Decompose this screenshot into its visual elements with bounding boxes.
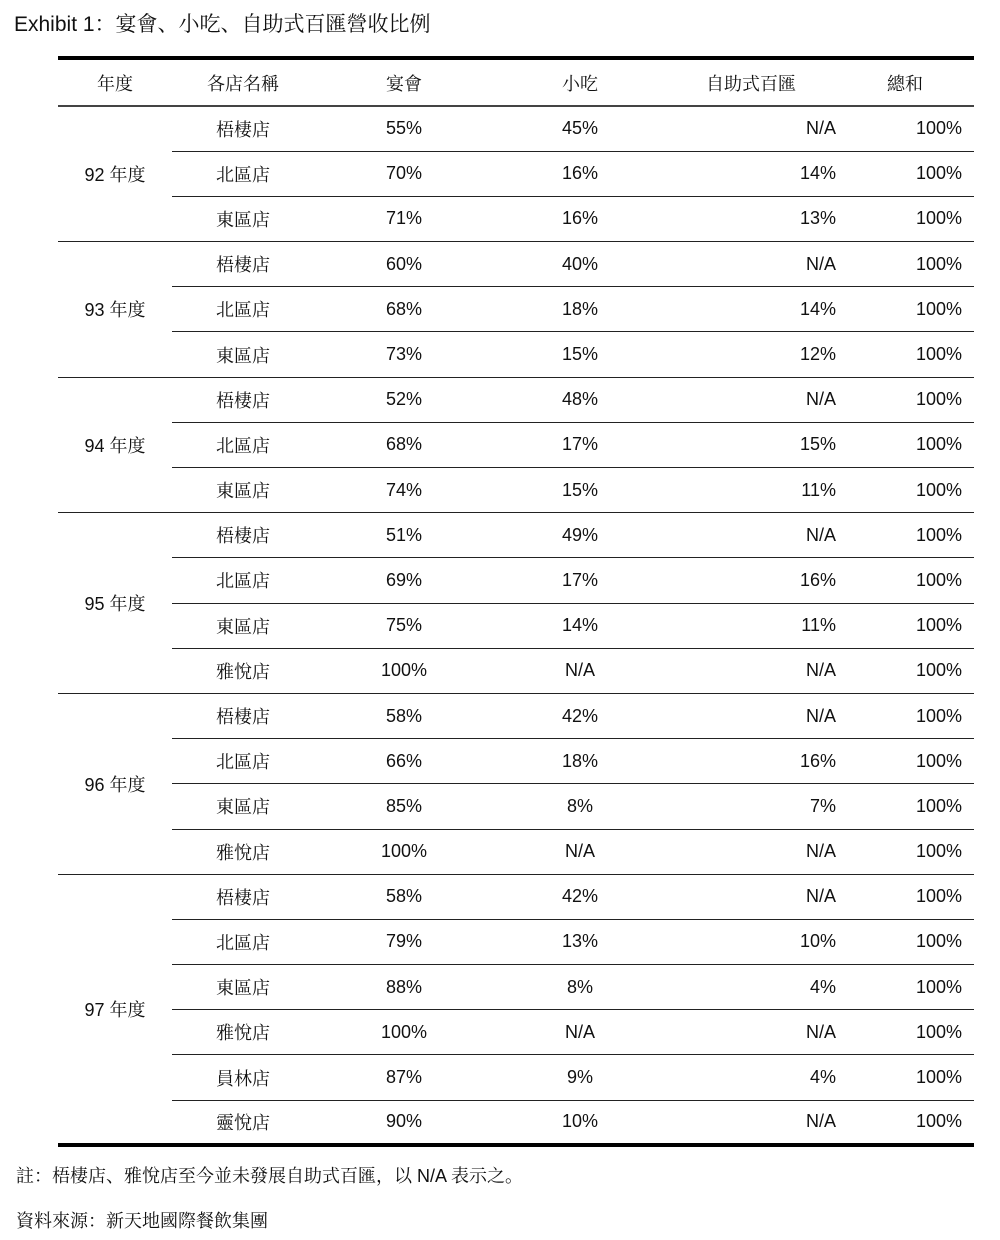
table-row bbox=[58, 513, 974, 558]
store-name: 北區店 bbox=[172, 919, 314, 964]
buffet-cell bbox=[666, 513, 836, 558]
table-row bbox=[58, 874, 974, 919]
snack-cell: 45% bbox=[561, 118, 599, 139]
store-name: 梧棲店 bbox=[172, 513, 314, 558]
header-row bbox=[58, 58, 974, 106]
banquet-cell: 87% bbox=[314, 1055, 494, 1100]
snack-cell: 8% bbox=[494, 965, 666, 1010]
snack-cell: 17% bbox=[494, 422, 666, 467]
buffet-cell bbox=[666, 784, 836, 829]
snack-cell: 49% bbox=[494, 513, 666, 558]
table-row bbox=[58, 151, 974, 196]
store-name: 梧棲店 bbox=[172, 377, 314, 422]
header-store: 各店名稱 bbox=[172, 58, 314, 106]
total-cell: 100% bbox=[836, 874, 974, 919]
store-name: 雅悅店 bbox=[172, 648, 314, 693]
buffet-value: 4% bbox=[809, 976, 836, 997]
buffet-value: N/A bbox=[805, 118, 836, 139]
header-year: 年度 bbox=[58, 58, 172, 106]
store-name: 東區店 bbox=[172, 332, 314, 377]
buffet-cell bbox=[666, 1010, 836, 1055]
store-name: 北區店 bbox=[172, 287, 314, 332]
buffet-cell bbox=[666, 648, 836, 693]
buffet-cell bbox=[666, 965, 836, 1010]
table-row bbox=[58, 784, 974, 829]
store-name: 北區店 bbox=[172, 739, 314, 784]
buffet-value: 11% bbox=[801, 615, 836, 636]
buffet-value: N/A bbox=[805, 1111, 836, 1132]
total-cell: 100% bbox=[836, 513, 974, 558]
store-name: 雅悅店 bbox=[172, 829, 314, 874]
total-cell: 100% bbox=[836, 242, 974, 287]
table-row bbox=[58, 422, 974, 467]
buffet-cell bbox=[666, 603, 836, 648]
banquet-cell: 79% bbox=[314, 919, 494, 964]
store-name: 雅悅店 bbox=[172, 1010, 314, 1055]
exhibit-title: Exhibit 1：宴會、小吃、自助式百匯營收比例 bbox=[14, 13, 431, 36]
snack-cell: 42% bbox=[494, 693, 666, 738]
total-cell: 100% bbox=[836, 558, 974, 603]
snack-cell: N/A bbox=[494, 648, 666, 693]
snack-cell: 15% bbox=[494, 332, 666, 377]
snack-cell: 9% bbox=[494, 1055, 666, 1100]
total-cell: 100% bbox=[836, 377, 974, 422]
table-row bbox=[58, 106, 974, 151]
buffet-value: N/A bbox=[805, 253, 836, 274]
footnote: 註：梧棲店、雅悅店至今並未發展自助式百匯，以 N/A 表示之。 bbox=[16, 1166, 524, 1186]
buffet-value: N/A bbox=[805, 660, 836, 681]
banquet-cell: 66% bbox=[314, 739, 494, 784]
store-name: 梧棲店 bbox=[172, 693, 314, 738]
total-cell: 100% bbox=[836, 603, 974, 648]
revenue-ratio-table bbox=[58, 56, 974, 1147]
store-name: 北區店 bbox=[172, 151, 314, 196]
buffet-value: 16% bbox=[799, 569, 836, 590]
snack-cell: 42% bbox=[494, 874, 666, 919]
banquet-cell: 55% bbox=[385, 118, 423, 139]
buffet-cell bbox=[666, 919, 836, 964]
total-cell: 100% bbox=[836, 468, 974, 513]
banquet-cell: 68% bbox=[314, 422, 494, 467]
snack-cell: 10% bbox=[494, 1100, 666, 1145]
snack-cell: 16% bbox=[494, 196, 666, 241]
buffet-cell bbox=[666, 874, 836, 919]
snack-cell: 16% bbox=[494, 151, 666, 196]
header-snack: 小吃 bbox=[494, 58, 666, 106]
buffet-value: N/A bbox=[805, 705, 836, 726]
buffet-cell bbox=[666, 1100, 836, 1145]
banquet-cell: 69% bbox=[314, 558, 494, 603]
total-cell: 100% bbox=[836, 919, 974, 964]
buffet-value: 10% bbox=[799, 931, 836, 952]
buffet-cell bbox=[666, 468, 836, 513]
buffet-cell bbox=[666, 693, 836, 738]
total-cell: 100% bbox=[836, 196, 974, 241]
banquet-cell: 74% bbox=[314, 468, 494, 513]
buffet-value: 13% bbox=[799, 208, 836, 229]
buffet-cell bbox=[666, 739, 836, 784]
table-row bbox=[58, 965, 974, 1010]
table-row bbox=[58, 558, 974, 603]
table-row bbox=[58, 603, 974, 648]
table-row bbox=[58, 648, 974, 693]
total-cell: 100% bbox=[836, 784, 974, 829]
header-total: 總和 bbox=[836, 58, 974, 106]
table-row bbox=[58, 468, 974, 513]
table-row bbox=[58, 196, 974, 241]
banquet-cell: 90% bbox=[314, 1100, 494, 1145]
table-row bbox=[58, 287, 974, 332]
table-row bbox=[58, 829, 974, 874]
buffet-value: 14% bbox=[799, 298, 836, 319]
banquet-cell: 58% bbox=[314, 693, 494, 738]
banquet-cell: 73% bbox=[314, 332, 494, 377]
banquet-cell: 71% bbox=[314, 196, 494, 241]
table-row bbox=[58, 1055, 974, 1100]
store-name: 北區店 bbox=[172, 558, 314, 603]
store-name: 梧棲店 bbox=[172, 242, 314, 287]
buffet-value: N/A bbox=[805, 841, 836, 862]
store-name: 東區店 bbox=[172, 784, 314, 829]
snack-cell: 18% bbox=[494, 739, 666, 784]
buffet-value: N/A bbox=[805, 524, 836, 545]
buffet-cell bbox=[666, 829, 836, 874]
total-cell: 100% bbox=[836, 739, 974, 784]
banquet-cell: 100% bbox=[314, 829, 494, 874]
buffet-value: 14% bbox=[799, 163, 836, 184]
snack-cell: 15% bbox=[494, 468, 666, 513]
table-row bbox=[58, 377, 974, 422]
store-name: 東區店 bbox=[172, 965, 314, 1010]
banquet-cell: 75% bbox=[314, 603, 494, 648]
table-row bbox=[58, 332, 974, 377]
year-cell: 93 年度 bbox=[58, 242, 172, 378]
banquet-cell: 52% bbox=[314, 377, 494, 422]
buffet-cell bbox=[666, 558, 836, 603]
table-row bbox=[58, 1100, 974, 1145]
total-cell: 100% bbox=[836, 151, 974, 196]
banquet-cell: 70% bbox=[314, 151, 494, 196]
store-name: 梧棲店 bbox=[172, 874, 314, 919]
buffet-value: 16% bbox=[799, 750, 836, 771]
buffet-cell bbox=[666, 332, 836, 377]
table-row bbox=[58, 739, 974, 784]
snack-cell: 8% bbox=[494, 784, 666, 829]
snack-cell: 18% bbox=[494, 287, 666, 332]
buffet-cell bbox=[666, 1055, 836, 1100]
buffet-value: 12% bbox=[799, 344, 836, 365]
header-banquet: 宴會 bbox=[314, 58, 494, 106]
snack-cell: 17% bbox=[494, 558, 666, 603]
buffet-cell bbox=[666, 151, 836, 196]
table-row bbox=[58, 242, 974, 287]
year-cell: 92 年度 bbox=[84, 165, 146, 186]
buffet-value: N/A bbox=[805, 389, 836, 410]
snack-cell: 13% bbox=[494, 919, 666, 964]
buffet-cell bbox=[666, 242, 836, 287]
year-cell: 97 年度 bbox=[58, 874, 172, 1145]
buffet-cell bbox=[666, 106, 836, 151]
buffet-cell bbox=[666, 196, 836, 241]
total-cell: 100% bbox=[836, 287, 974, 332]
banquet-cell: 68% bbox=[314, 287, 494, 332]
total-cell: 100% bbox=[836, 1055, 974, 1100]
buffet-value: N/A bbox=[805, 886, 836, 907]
total-cell: 100% bbox=[836, 648, 974, 693]
banquet-cell: 100% bbox=[314, 1010, 494, 1055]
source-note: 資料來源：新天地國際餐飲集團 bbox=[16, 1211, 268, 1231]
total-cell: 100% bbox=[836, 829, 974, 874]
total-cell: 100% bbox=[836, 332, 974, 377]
store-name: 北區店 bbox=[172, 422, 314, 467]
total-cell: 100% bbox=[836, 1100, 974, 1145]
banquet-cell: 58% bbox=[314, 874, 494, 919]
total-cell: 100% bbox=[836, 422, 974, 467]
buffet-value: 15% bbox=[799, 434, 836, 455]
buffet-cell bbox=[666, 422, 836, 467]
snack-cell: 14% bbox=[494, 603, 666, 648]
store-name: 東區店 bbox=[172, 468, 314, 513]
store-name: 梧棲店 bbox=[216, 119, 270, 140]
buffet-value: 4% bbox=[809, 1067, 836, 1088]
snack-cell: N/A bbox=[494, 829, 666, 874]
total-cell: 100% bbox=[836, 965, 974, 1010]
snack-cell: N/A bbox=[494, 1010, 666, 1055]
total-cell: 100% bbox=[836, 1010, 974, 1055]
table-row bbox=[58, 1010, 974, 1055]
snack-cell: 48% bbox=[494, 377, 666, 422]
total-cell: 100% bbox=[915, 118, 962, 139]
snack-cell: 40% bbox=[494, 242, 666, 287]
banquet-cell: 100% bbox=[314, 648, 494, 693]
store-name: 員林店 bbox=[172, 1055, 314, 1100]
banquet-cell: 51% bbox=[314, 513, 494, 558]
buffet-cell bbox=[666, 377, 836, 422]
banquet-cell: 85% bbox=[314, 784, 494, 829]
buffet-value: N/A bbox=[805, 1021, 836, 1042]
banquet-cell: 88% bbox=[314, 965, 494, 1010]
year-cell: 96 年度 bbox=[58, 693, 172, 874]
store-name: 東區店 bbox=[172, 603, 314, 648]
year-cell: 94 年度 bbox=[58, 377, 172, 513]
buffet-value: 11% bbox=[801, 479, 836, 500]
buffet-value: 7% bbox=[809, 795, 836, 816]
year-cell: 95 年度 bbox=[58, 513, 172, 694]
store-name: 東區店 bbox=[172, 196, 314, 241]
header-buffet: 自助式百匯 bbox=[666, 58, 836, 106]
buffet-cell bbox=[666, 287, 836, 332]
banquet-cell: 60% bbox=[314, 242, 494, 287]
total-cell: 100% bbox=[836, 693, 974, 738]
table-row bbox=[58, 693, 974, 738]
store-name: 靈悅店 bbox=[172, 1100, 314, 1145]
table-row bbox=[58, 919, 974, 964]
